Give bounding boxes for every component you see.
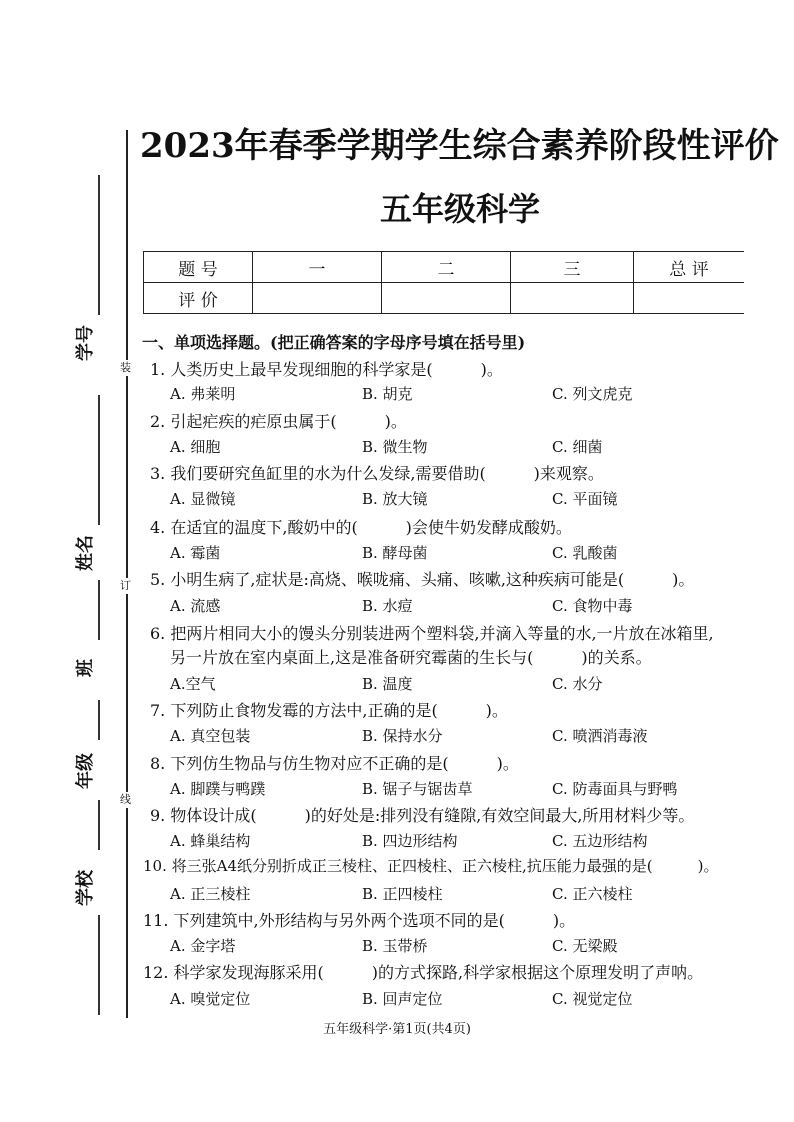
question-3-option-c[interactable]: C. 平面镜 [552,490,618,508]
section-1-title: 一、单项选择题。(把正确答案的字母序号填在括号里) [142,333,526,352]
school-label: 学校 [75,870,96,906]
question-2-option-c[interactable]: C. 细菌 [552,438,603,456]
question-4-option-c[interactable]: C. 乳酸菌 [552,544,618,562]
question-11-option-a[interactable]: A. 金字塔 [170,937,236,955]
question-2-stem: 2. 引起疟疾的疟原虫属于( )。 [150,412,407,431]
question-11-option-c[interactable]: C. 无梁殿 [552,937,618,955]
question-5-option-c[interactable]: C. 食物中毒 [552,597,633,615]
score-table [143,251,744,314]
eval-cell-2[interactable] [382,283,511,314]
binding-mark-xian: 线 [120,793,131,806]
name-label: 姓名 [75,535,96,571]
question-3-stem: 3. 我们要研究鱼缸里的水为什么发绿,需要借助( )来观察。 [150,464,604,483]
score-cell-1: 一 [253,252,382,283]
question-6-stem-line2: 另一片放在室内桌面上,这是准备研究霉菌的生长与( )的关系。 [170,648,652,667]
question-10-stem: 10. 将三张A4纸分别折成正三棱柱、正四棱柱、正六棱柱,抗压能力最强的是( )。 [143,857,719,875]
question-1-option-c[interactable]: C. 列文虎克 [552,385,633,403]
school-line-bottom [98,915,100,1015]
score-cell-total: 总 评 [634,252,745,283]
question-12-option-a[interactable]: A. 嗅觉定位 [170,990,251,1008]
question-7-option-a[interactable]: A. 真空包装 [170,727,251,745]
question-6-stem: 6. 把两片相同大小的馒头分别装进两个塑料袋,并滴入等量的水,一片放在冰箱里, [150,624,714,643]
grade-line [98,700,100,740]
exam-title: 2023年春季学期学生综合素养阶段性评价 [140,126,779,166]
student-id-line [98,175,100,315]
question-3-option-b[interactable]: B. 放大镜 [362,490,428,508]
question-1-option-b[interactable]: B. 胡克 [362,385,413,403]
question-6-option-c[interactable]: C. 水分 [552,675,603,693]
exam-subtitle: 五年级科学 [379,190,540,228]
class-line [98,580,100,640]
question-5-option-a[interactable]: A. 流感 [170,597,221,615]
score-cell-label: 题 号 [144,252,253,283]
question-4-stem: 4. 在适宜的温度下,酸奶中的( )会使牛奶发酵成酸奶。 [150,518,572,537]
question-10-option-b[interactable]: B. 正四棱柱 [362,885,443,903]
grade-label: 年级 [75,753,96,789]
school-line [98,800,100,850]
name-line [98,395,100,525]
question-8-option-b[interactable]: B. 锯子与锯齿草 [362,780,473,798]
question-5-option-b[interactable]: B. 水痘 [362,597,413,615]
binding-line [126,130,128,1018]
question-12-option-c[interactable]: C. 视觉定位 [552,990,633,1008]
eval-cell-total[interactable] [634,283,745,314]
question-9-option-b[interactable]: B. 四边形结构 [362,832,458,850]
question-12-option-b[interactable]: B. 回声定位 [362,990,443,1008]
score-table-eval-row [144,283,745,314]
question-9-stem: 9. 物体设计成( )的好处是:排列没有缝隙,有效空间最大,所用材料少等。 [150,806,695,825]
question-10-option-a[interactable]: A. 正三棱柱 [170,885,251,903]
binding-mark-ding: 订 [120,579,131,592]
question-7-stem: 7. 下列防止食物发霉的方法中,正确的是( )。 [150,701,508,720]
question-12-stem: 12. 科学家发现海豚采用( )的方式探路,科学家根据这个原理发明了声呐。 [143,963,704,982]
question-7-option-c[interactable]: C. 喷洒消毒液 [552,727,648,745]
question-2-option-a[interactable]: A. 细胞 [170,438,221,456]
eval-cell-1[interactable] [253,283,382,314]
eval-cell-label: 评 价 [144,283,253,314]
page-footer: 五年级科学·第1页(共4页) [323,1022,471,1037]
question-2-option-b[interactable]: B. 微生物 [362,438,428,456]
question-8-stem: 8. 下列仿生物品与仿生物对应不正确的是( )。 [150,754,519,773]
question-6-option-b[interactable]: B. 温度 [362,675,413,693]
question-9-option-a[interactable]: A. 蜂巢结构 [170,832,251,850]
question-11-option-b[interactable]: B. 玉带桥 [362,937,428,955]
question-10-option-c[interactable]: C. 正六棱柱 [552,885,633,903]
question-5-stem: 5. 小明生病了,症状是:高烧、喉咙痛、头痛、咳嗽,这种疾病可能是( )。 [150,570,695,589]
question-6-option-a[interactable]: A.空气 [170,675,216,693]
score-cell-3: 三 [511,252,634,283]
student-id-label: 学号 [75,325,96,361]
score-table-header-row [144,252,745,283]
question-1-stem: 1. 人类历史上最早发现细胞的科学家是( )。 [150,360,503,379]
question-8-option-a[interactable]: A. 脚蹼与鸭蹼 [170,780,266,798]
question-8-option-c[interactable]: C. 防毒面具与野鸭 [552,780,678,798]
binding-mark-zhuang: 装 [120,361,131,374]
question-7-option-b[interactable]: B. 保持水分 [362,727,443,745]
question-11-stem: 11. 下列建筑中,外形结构与另外两个选项不同的是( )。 [143,911,576,930]
score-cell-2: 二 [382,252,511,283]
question-4-option-a[interactable]: A. 霉菌 [170,544,221,562]
question-9-option-c[interactable]: C. 五边形结构 [552,832,648,850]
eval-cell-3[interactable] [511,283,634,314]
class-label: 班 [75,659,96,677]
question-3-option-a[interactable]: A. 显微镜 [170,490,236,508]
question-4-option-b[interactable]: B. 酵母菌 [362,544,428,562]
question-1-option-a[interactable]: A. 弗莱明 [170,385,236,403]
